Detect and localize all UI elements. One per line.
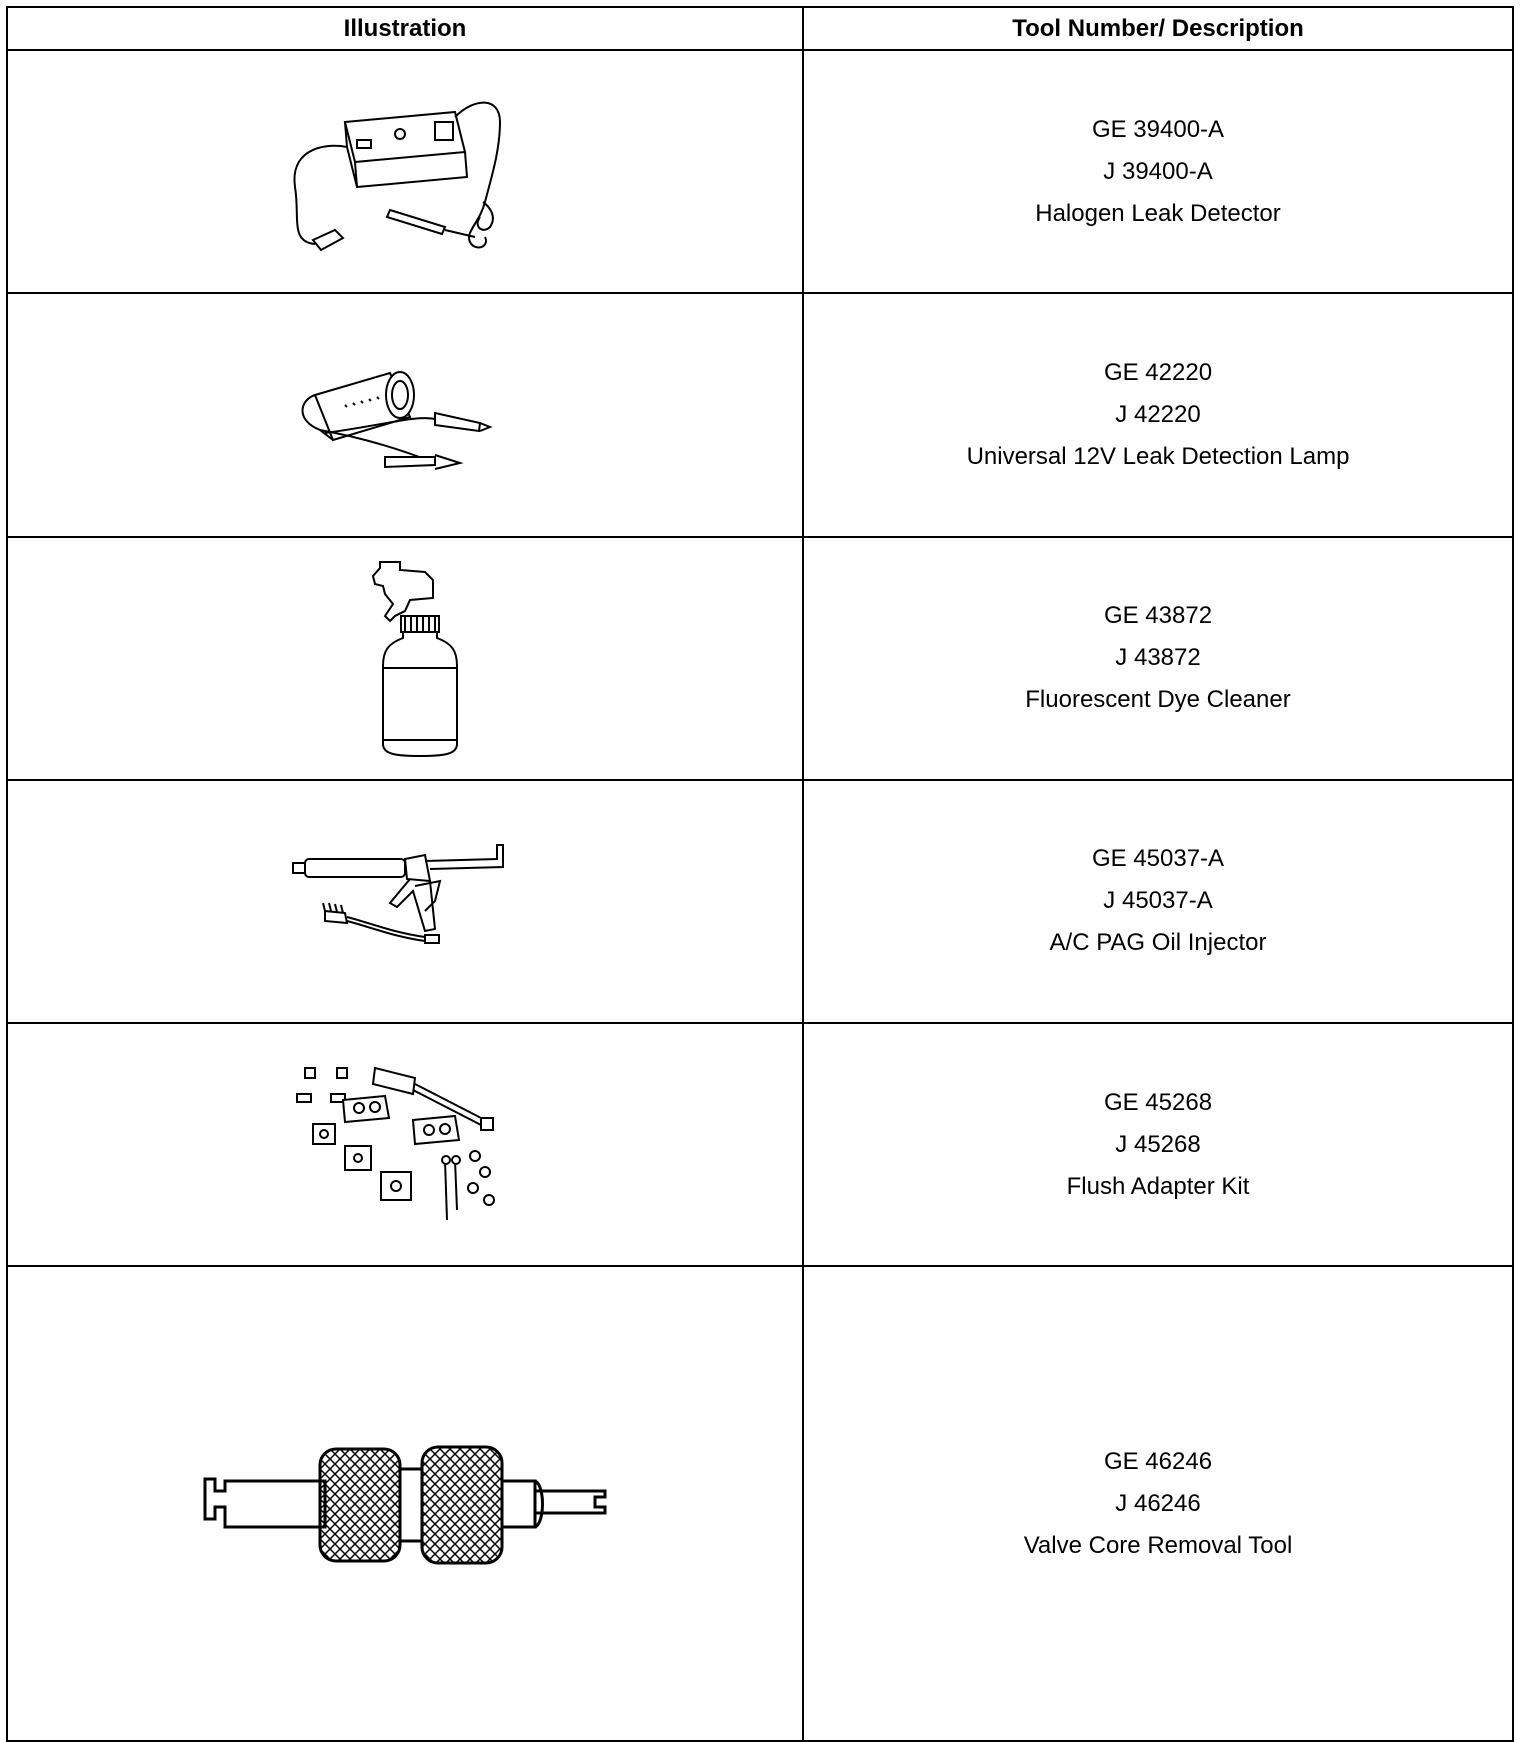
illustration-cell xyxy=(7,50,803,293)
tool-description: Universal 12V Leak Detection Lamp xyxy=(966,442,1350,470)
description-cell xyxy=(803,1023,1513,1266)
spray-bottle-icon xyxy=(345,556,465,760)
table-header-row xyxy=(7,7,1513,50)
j-tool-number: J 45037-A xyxy=(1103,887,1213,915)
table-row xyxy=(7,537,1513,780)
description-cell xyxy=(803,780,1513,1023)
j-tool-number: J 46246 xyxy=(1115,1489,1201,1517)
description-cell xyxy=(803,293,1513,536)
column-header-illustration: Illustration xyxy=(7,7,803,50)
ge-tool-number: GE 43872 xyxy=(1103,602,1213,630)
table-row xyxy=(7,293,1513,536)
illustration-cell xyxy=(7,1266,803,1741)
ge-tool-number: GE 39400-A xyxy=(1091,115,1225,143)
j-tool-number: J 43872 xyxy=(1115,644,1201,672)
tool-description: Flush Adapter Kit xyxy=(1066,1172,1250,1200)
ge-tool-number: GE 45037-A xyxy=(1091,845,1225,873)
table-row xyxy=(7,780,1513,1023)
tool-description: Halogen Leak Detector xyxy=(1035,199,1281,227)
tool-description: Fluorescent Dye Cleaner xyxy=(1025,686,1291,714)
tool-description: Valve Core Removal Tool xyxy=(1023,1531,1293,1559)
table-row xyxy=(7,50,1513,293)
column-header-description: Tool Number/ Description xyxy=(803,7,1513,50)
j-tool-number: J 45268 xyxy=(1115,1130,1201,1158)
j-tool-number: J 39400-A xyxy=(1103,157,1213,185)
j-tool-number: J 42220 xyxy=(1115,400,1201,428)
illustration-cell xyxy=(7,780,803,1023)
description-cell xyxy=(803,1266,1513,1741)
description-cell xyxy=(803,50,1513,293)
description-cell xyxy=(803,537,1513,780)
special-tools-table xyxy=(6,6,1514,1742)
illustration-cell xyxy=(7,293,803,536)
table-row xyxy=(7,1266,1513,1741)
ge-tool-number: GE 45268 xyxy=(1103,1088,1213,1116)
halogen-leak-detector-icon xyxy=(285,92,525,252)
table-row xyxy=(7,1023,1513,1266)
oil-injector-icon xyxy=(285,841,525,961)
illustration-cell xyxy=(7,1023,803,1266)
ge-tool-number: GE 46246 xyxy=(1103,1447,1213,1475)
ge-tool-number: GE 42220 xyxy=(1103,358,1213,386)
valve-core-removal-tool-icon xyxy=(200,1429,610,1579)
flush-adapter-kit-icon xyxy=(285,1060,525,1230)
tool-description: A/C PAG Oil Injector xyxy=(1049,929,1267,957)
illustration-cell xyxy=(7,537,803,780)
leak-detection-lamp-icon xyxy=(285,345,525,485)
